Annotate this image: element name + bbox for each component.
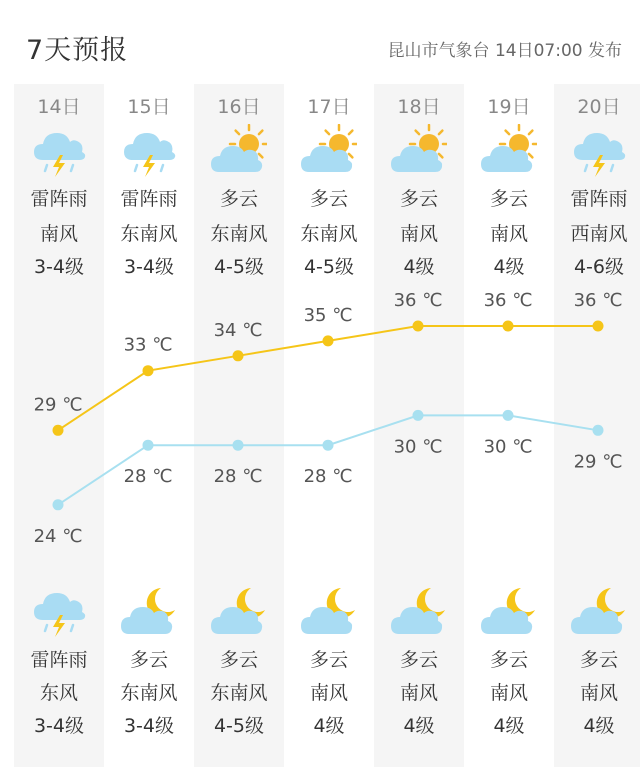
- day-weather: 多云: [399, 188, 438, 210]
- date-label: 19日: [487, 96, 531, 118]
- day-wind-direction: 西南风: [570, 223, 628, 245]
- day-wind-level: 3-4级: [33, 256, 85, 278]
- low-temp-label: 28 ℃: [303, 466, 353, 488]
- low-temp-point: [233, 440, 244, 451]
- day-weather: 雷阵雨: [30, 188, 88, 210]
- low-temp-point: [503, 410, 514, 421]
- date-label: 20日: [577, 96, 621, 118]
- day-wind-direction: 东南风: [120, 223, 178, 245]
- night-wind-direction: 南风: [489, 682, 528, 704]
- night-weather: 多云: [579, 649, 618, 671]
- low-temp-point: [143, 440, 154, 451]
- date-label: 14日: [37, 96, 81, 118]
- high-temp-point: [593, 321, 604, 332]
- low-temp-label: 30 ℃: [393, 436, 443, 458]
- night-wind-direction: 东风: [39, 682, 78, 704]
- day-wind-level: 4级: [403, 256, 435, 278]
- high-temp-label: 36 ℃: [483, 290, 533, 311]
- low-temp-label: 28 ℃: [123, 466, 173, 488]
- day-wind-direction: 东南风: [210, 223, 268, 245]
- low-temp-point: [413, 410, 424, 421]
- night-weather: 多云: [309, 649, 348, 671]
- low-temp-line: [58, 415, 598, 504]
- night-wind-level: 3-4级: [123, 715, 175, 737]
- night-wind-level: 3-4级: [33, 715, 85, 737]
- night-weather: 雷阵雨: [30, 649, 88, 671]
- night-weather: 多云: [399, 649, 438, 671]
- date-label: 17日: [307, 96, 351, 118]
- day-weather: 雷阵雨: [120, 188, 178, 210]
- high-temp-point: [143, 365, 154, 376]
- night-wind-level: 4级: [493, 715, 525, 737]
- day-wind-level: 4-5级: [303, 256, 355, 278]
- night-wind-level: 4级: [583, 715, 615, 737]
- night-wind-direction: 南风: [309, 682, 348, 704]
- day-wind-direction: 南风: [39, 223, 78, 245]
- low-temp-point: [323, 440, 334, 451]
- high-temp-point: [413, 321, 424, 332]
- night-wind-level: 4级: [313, 715, 345, 737]
- low-temp-label: 30 ℃: [483, 436, 533, 458]
- day-weather: 多云: [309, 188, 348, 210]
- night-wind-direction: 东南风: [120, 682, 178, 704]
- night-wind-level: 4级: [403, 715, 435, 737]
- day-wind-level: 4级: [493, 256, 525, 278]
- night-wind-direction: 南风: [579, 682, 618, 704]
- night-wind-direction: 东南风: [210, 682, 268, 704]
- page-title: 7天预报: [26, 35, 129, 66]
- date-label: 16日: [217, 96, 261, 118]
- high-temp-label: 36 ℃: [393, 290, 443, 311]
- low-temp-point: [593, 425, 604, 436]
- high-temp-label: 35 ℃: [303, 304, 353, 326]
- date-label: 15日: [127, 96, 171, 118]
- low-temp-label: 28 ℃: [213, 466, 263, 488]
- night-weather: 多云: [129, 649, 168, 671]
- high-temp-label: 29 ℃: [33, 394, 83, 416]
- date-label: 18日: [397, 96, 441, 118]
- night-wind-level: 4-5级: [213, 715, 265, 737]
- high-temp-point: [503, 321, 514, 332]
- high-temp-label: 33 ℃: [123, 334, 173, 356]
- low-temp-label: 24 ℃: [33, 525, 83, 547]
- high-temp-point: [323, 335, 334, 346]
- day-wind-direction: 南风: [399, 223, 438, 245]
- high-temp-label: 36 ℃: [573, 290, 623, 311]
- day-wind-level: 3-4级: [123, 256, 175, 278]
- night-wind-direction: 南风: [399, 682, 438, 704]
- day-wind-level: 4-5级: [213, 256, 265, 278]
- night-weather: 多云: [489, 649, 528, 671]
- low-temp-label: 29 ℃: [573, 451, 623, 473]
- day-weather: 雷阵雨: [570, 188, 628, 210]
- high-temp-point: [53, 425, 64, 436]
- night-weather: 多云: [219, 649, 258, 671]
- high-temp-label: 34 ℃: [213, 319, 263, 341]
- day-wind-direction: 南风: [489, 223, 528, 245]
- publish-info: 昆山市气象台 14日07:00 发布: [387, 41, 622, 61]
- low-temp-point: [53, 499, 64, 510]
- day-wind-direction: 东南风: [300, 223, 358, 245]
- day-wind-level: 4-6级: [573, 256, 625, 278]
- high-temp-point: [233, 350, 244, 361]
- day-weather: 多云: [219, 188, 258, 210]
- day-weather: 多云: [489, 188, 528, 210]
